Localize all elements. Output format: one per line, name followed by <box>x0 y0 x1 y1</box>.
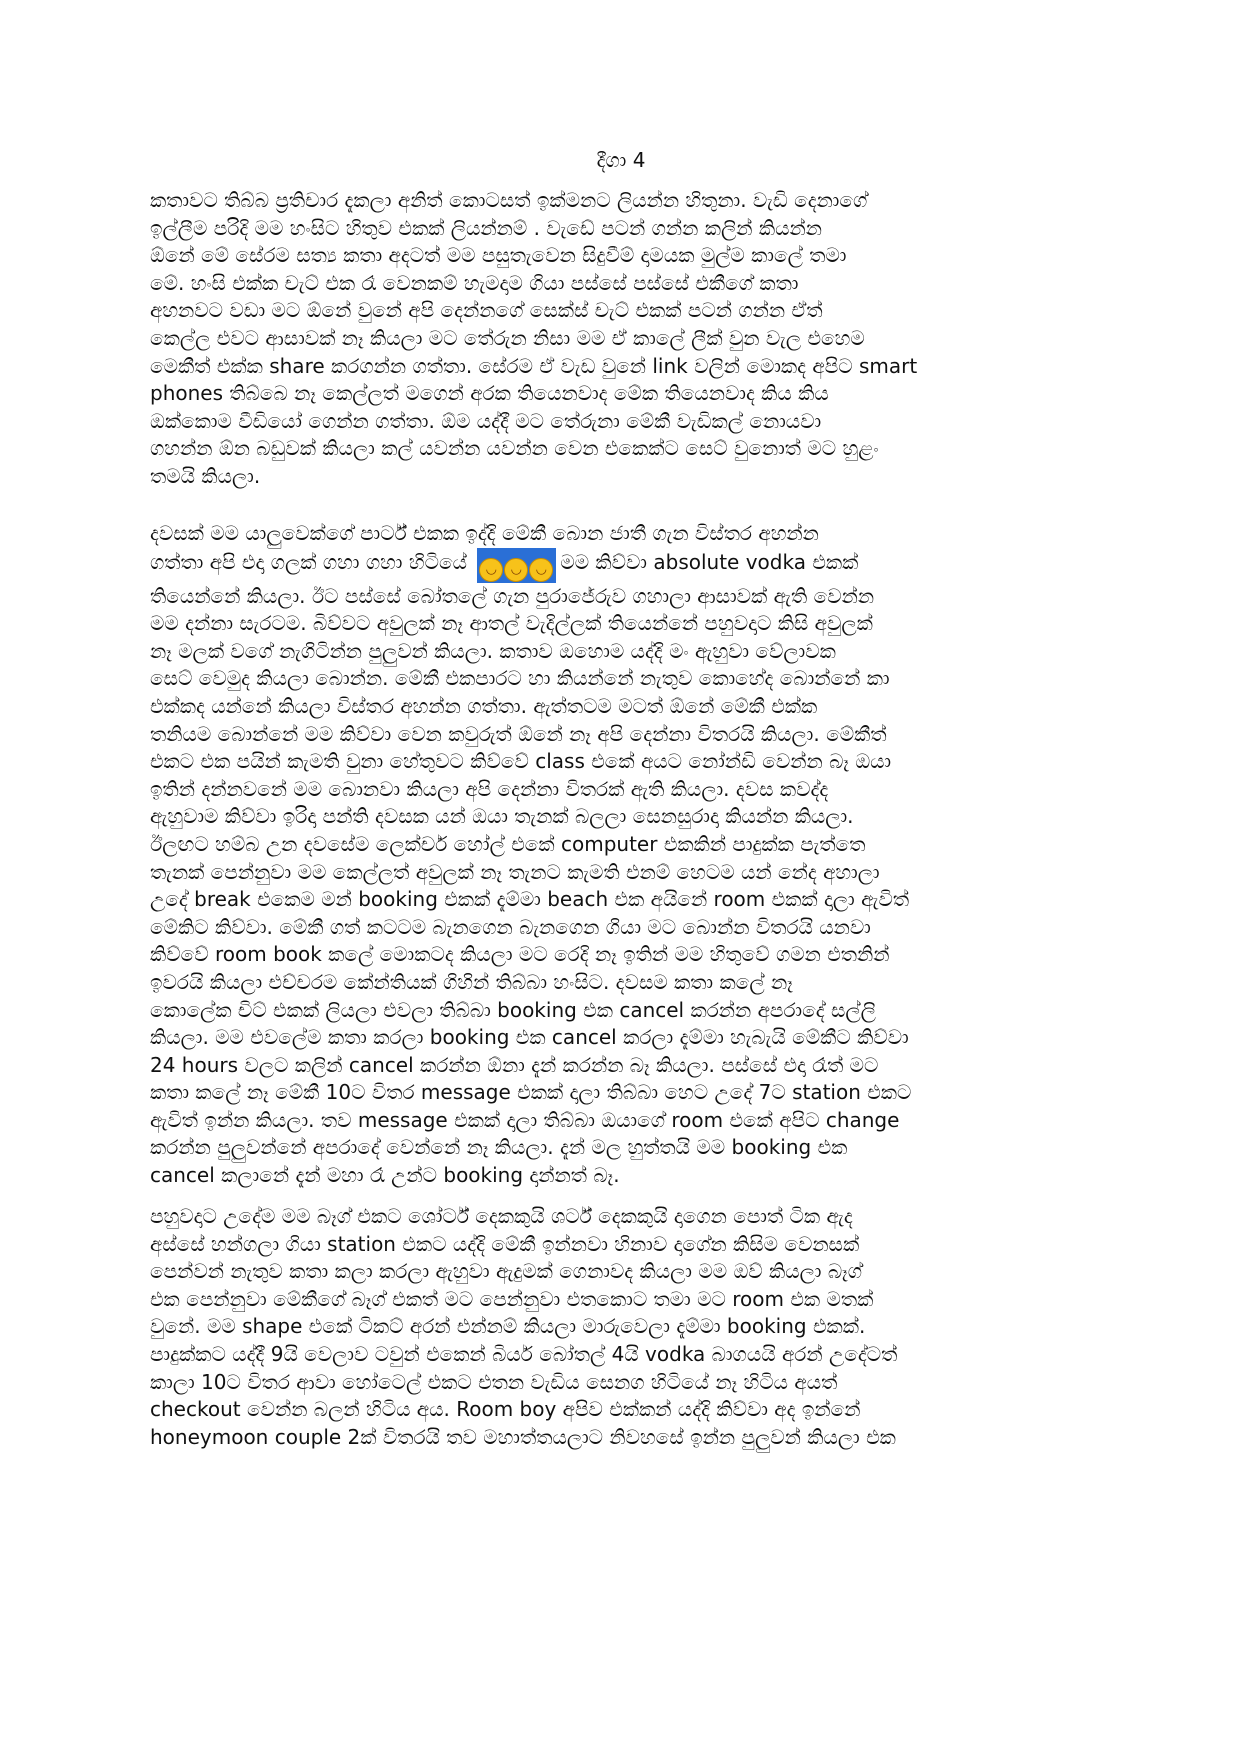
text-line-content: උදේ break එකෙම මන් booking එකක් දැම්මා beach එක අයිනේ room එකක් දාලා ඇවිත් <box>150 887 910 912</box>
text-line <box>150 721 1100 749</box>
rolling-on-floor-laughing-icon: ◡ <box>504 558 528 582</box>
page-title: දීගා 4 <box>596 148 646 172</box>
text-line <box>150 1162 1100 1190</box>
text-line <box>150 1231 1100 1259</box>
text-line-content: phones තිබ්බෙ නෑ කෙල්ලත් මගෙන් අරක තියෙනවාද මේක තියෙනවාද කිය කිය <box>150 381 829 406</box>
text-line-content: කතා කලේ නෑ මේකී 10ට විතර message එකක් දාලා තිබ්බා හෙට උදේ 7ට station එකට <box>150 1080 912 1105</box>
text-line-content: එක්කද යන්නේ කියලා විස්තර අහන්න ගත්තා. ඇත්තටම මටත් ඕනේ මේකී එක්ක <box>150 693 818 718</box>
rolling-on-floor-laughing-icon: ◡ <box>479 558 503 582</box>
text-line-content: පහුවදාට උදේම මම බෑග් එකට ශෝර්ට් දෙකකුයි ශර්ට් දෙකකුයි දාගෙන පොත් ටික ඇද <box>150 1204 853 1228</box>
text-line-content: වුනේ. මම shape එකේ ටිකට් අරන් එන්නම් කියලා මාරුවෙලා දැම්මා booking එකක්. <box>150 1314 866 1339</box>
text-line <box>150 1396 1100 1424</box>
text-line-content: 24 hours වලට කලින් cancel කරන්න ඕනා දැන් කරන්න බෑ කියලා. පස්සේ එදා රෑත් මට <box>150 1052 879 1077</box>
text-line <box>150 408 1100 436</box>
text-line <box>150 187 1100 215</box>
text-line <box>150 776 1100 804</box>
rolling-on-floor-laughing-icon: ◡ <box>529 558 553 582</box>
text-line <box>150 353 1100 381</box>
text-line-content: ගත්තා අපි එදා ගලක් ගහා ගහා හිටියේ <box>150 549 467 574</box>
text-line-content: ඕනේ මේ සේරම සත්‍ය කතා අදටත් මම පසුතැවෙන සිදුවීම් දාමයක මුල්ම කාලේ තමා <box>150 243 847 268</box>
text-line-content: honeymoon couple 2ක් විතරයි තව මහාත්තයලාට නිවහසේ ඉන්න පුලුවන් කියලා එක <box>150 1424 896 1449</box>
text-line-content: කරන්න පුලුවන්නේ අපරාදේ වෙන්නේ නෑ කියලා. දැන් මල හුත්තයි මම booking එක <box>150 1135 848 1160</box>
text-line <box>150 215 1100 243</box>
text-line-content: කාලා 10ට විතර ආවා හෝටෙල් එකට එතන වැඩිය සෙනග හිටියේ නෑ හිටිය අයත් <box>150 1369 838 1394</box>
text-line-content: දවසක් මම යාලුවෙක්ගේ පාර්ට් එකක ඉද්දි මේකී බොන ජාතී ගැන විස්තර අහන්න <box>150 521 819 545</box>
text-line <box>150 297 1100 325</box>
text-line-content: ගහන්න ඕන බඩුවක් කියලා කල් යවන්න යවන්න වෙන එකෙක්ට සෙට් වුනොත් මට හුළං <box>150 436 879 461</box>
text-line-content: කොලේක චිට් එකක් ලියලා එවලා තිබ්බා booking එක cancel කරන්න අපරාදේ සල්ලි <box>150 997 876 1022</box>
text-line-content: ඇහුවාම කිව්වා ඉරිදා පන්ති දවසක යන් ඔයා තැනක් බලලා සෙනසුරාදා කියන්න කියලා. <box>150 804 854 829</box>
text-line <box>150 1313 1100 1341</box>
text-line-content: එක පෙන්නුවා මේකීගේ බෑග් එකත් මට පෙන්නුවා එතකොට තමා මට room එක මතක් <box>150 1286 874 1311</box>
text-line <box>150 1341 1100 1369</box>
text-line <box>150 380 1100 408</box>
paragraph-2 <box>150 520 1100 1190</box>
text-line <box>150 941 1100 969</box>
text-line-content: පෙන්වන් නැතුව කතා කලා කරලා ඇහුවා ඇදුමක් ගෙනාවද කියලා මම ඔව් කියලා බෑග් <box>150 1259 863 1284</box>
text-line <box>150 997 1100 1025</box>
text-line-content: තනියම බොන්නේ මම කිව්වා වෙන කවුරුත් ඕනේ නෑ අපි දෙන්නා විතරයි කියලා. මේකීත් <box>150 721 887 746</box>
text-line-content: මම කිව්වා absolute vodka එකක් <box>560 549 859 574</box>
text-line <box>150 325 1100 353</box>
text-line-content: ඉතින් දන්නවනේ මම බොනවා කියලා අපි දෙන්නා විතරක් ඇති කියලා. දවස කවද්ද <box>150 776 829 801</box>
text-line-content: මේ. හංසි එක්ක චැට් එක රෑ වෙනකම් හැමදාම ගියා පස්සේ පස්සේ එකීගේ කතා <box>150 270 799 295</box>
text-line <box>150 803 1100 831</box>
text-line-content: කෙල්ල එවට ආසාවක් නෑ කියලා මට තේරුන නිසා මම ඒ කාලේ ලීක් වුන වැල එහෙම <box>150 325 865 350</box>
text-line-content: කතාවට තිබ්බ ප්‍රතිචාර දැකලා අනිත් කොටසත් ඉක්මනට ලියන්න හිතුනා. වැඩි දෙනාගේ <box>150 188 868 212</box>
text-line-content: මම දන්නා සැරටම. බිව්වට අවුලක් නෑ ආතල් වැදිල්ලක් තියෙන්නේ පහුවදාට කිසි අවුලක් <box>150 611 873 636</box>
text-line <box>150 270 1100 298</box>
text-line-content: එකට එක පයින් කැමති වුනා හේතුවට කිව්වේ class එකේ අයට නෝන්ඩි වෙන්න බෑ ඔයා <box>150 749 892 774</box>
text-line <box>150 1024 1100 1052</box>
text-line <box>150 1369 1100 1397</box>
text-line <box>150 435 1100 463</box>
text-line-content: ඉල්ලීම පරිදි මම හංසිට හිතුව එකක් ලියන්නම් . වැඩේ පටන් ගන්න කලින් කියන්න <box>150 215 822 240</box>
text-line <box>150 1107 1100 1135</box>
text-line-content: cancel කලානේ දැන් මහා රෑ උන්ට booking දාන්නත් බෑ. <box>150 1163 620 1188</box>
text-line-content: අස්සේ හන්ගලා ගියා station එකට යද්දි මේකී ඉන්නවා හිනාව දාගේන කිසිම වෙනසක් <box>150 1231 860 1256</box>
text-line-content: තමයි කියලා. <box>150 463 261 488</box>
emoji-group <box>477 548 556 583</box>
text-line <box>150 638 1100 666</box>
text-line <box>150 520 1100 548</box>
text-line <box>150 1258 1100 1286</box>
paragraph-3 <box>150 1203 1100 1451</box>
text-line-content: කියලා. මම එවලේම කතා කරලා booking එක cancel කරලා දැම්මා හැබැයි මේකීට කිව්වා <box>150 1025 909 1050</box>
text-line-content: ඇවිත් ඉන්න කියලා. තව message එකක් දාලා තිබ්බා ඔයාගේ room එකේ අපිට change <box>150 1107 900 1132</box>
text-line-content: checkout වෙන්න බලන් හිටිය අය. Room boy අපිව එක්කන් යද්දි කිව්වා අද ඉන්නේ <box>150 1397 861 1422</box>
text-line <box>150 1203 1100 1231</box>
text-line-content: ඊලඟට හම්බ උන දවසේම ලෙක්චර් හෝල් එකේ computer එකකින් පාදුක්ක පැත්තෙ <box>150 831 866 856</box>
text-line <box>150 665 1100 693</box>
text-line-content: මෙකීත් එක්ක share කරගන්න ගත්තා. සේරම ඒ වැඩ වුනේ link වලින් මොකද අපිට smart <box>150 353 918 378</box>
text-line-content: තියෙන්නේ කියලා. ඊට පස්සේ බෝතලේ ගැන පුරාජේරුව ගහාලා ආසාවක් ඇති වෙන්න <box>150 583 875 608</box>
text-line <box>150 463 1100 491</box>
text-line <box>150 1079 1100 1107</box>
text-line <box>150 693 1100 721</box>
text-line <box>150 548 1100 583</box>
text-line <box>150 1286 1100 1314</box>
text-line-content: සෙට් වෙමුද කියලා බොන්න. මේකී එකපාරට හා කියන්නේ නැතුව කොහේද බොන්නේ කා <box>150 666 890 691</box>
text-line-content: අහනවට වඩා මට ඕනේ වුනේ අපි දෙන්නගේ සෙක්ස් චැට් එකක් පටන් ගන්න ඒත් <box>150 298 823 323</box>
paragraph-1 <box>150 187 1100 491</box>
text-line <box>150 859 1100 887</box>
text-line <box>150 969 1100 997</box>
text-line-content: තැනක් පෙන්නුවා මම කෙල්ලත් අවුලක් නෑ තැනට කැමති එනම් හෙටම යන් නේද අහාලා <box>150 859 880 884</box>
text-line <box>150 886 1100 914</box>
text-line-content: මේකිට කිව්වා. මේකී ගත් කටටම බැනගෙන බැනගෙන ගියා මට බොන්න විතරයි යනවා <box>150 914 871 939</box>
text-line <box>150 748 1100 776</box>
text-line <box>150 583 1100 611</box>
text-line <box>150 1134 1100 1162</box>
text-line <box>150 242 1100 270</box>
text-line <box>150 914 1100 942</box>
text-line-content: නෑ මලක් වගේ නැගිටින්න පුලුවන් කියලා. කතාව ඔහොම යද්දි මං ඇහුවා වේලාවක <box>150 638 836 663</box>
text-line-content: ඉවරයි කියලා එච්චරම කේන්තියක් ගිහින් තිබ්බා හංසිට. දවසම කතා කලේ නෑ <box>150 969 793 994</box>
text-line-content: කිව්වේ room book කලේ මොකටද කියලා මට රෙදි නෑ ඉතින් මම හිතුවේ ගමන එතනින් <box>150 942 890 967</box>
text-line <box>150 1424 1100 1452</box>
text-line <box>150 831 1100 859</box>
text-line-content: ඔක්කොම වීඩියෝ ගෙන්න ගත්තා. ඕම යද්දී මට තේරුනා මේකී වැඩිකල් නොයවා <box>150 408 822 433</box>
text-line <box>150 610 1100 638</box>
text-line-content: පාදුක්කට යද්දී 9යි වෙලාව ටවුන් එකෙන් බියර් බෝතල් 4යි vodka බාගයයි අරන් උදේටත් <box>150 1341 898 1366</box>
text-line <box>150 1052 1100 1080</box>
